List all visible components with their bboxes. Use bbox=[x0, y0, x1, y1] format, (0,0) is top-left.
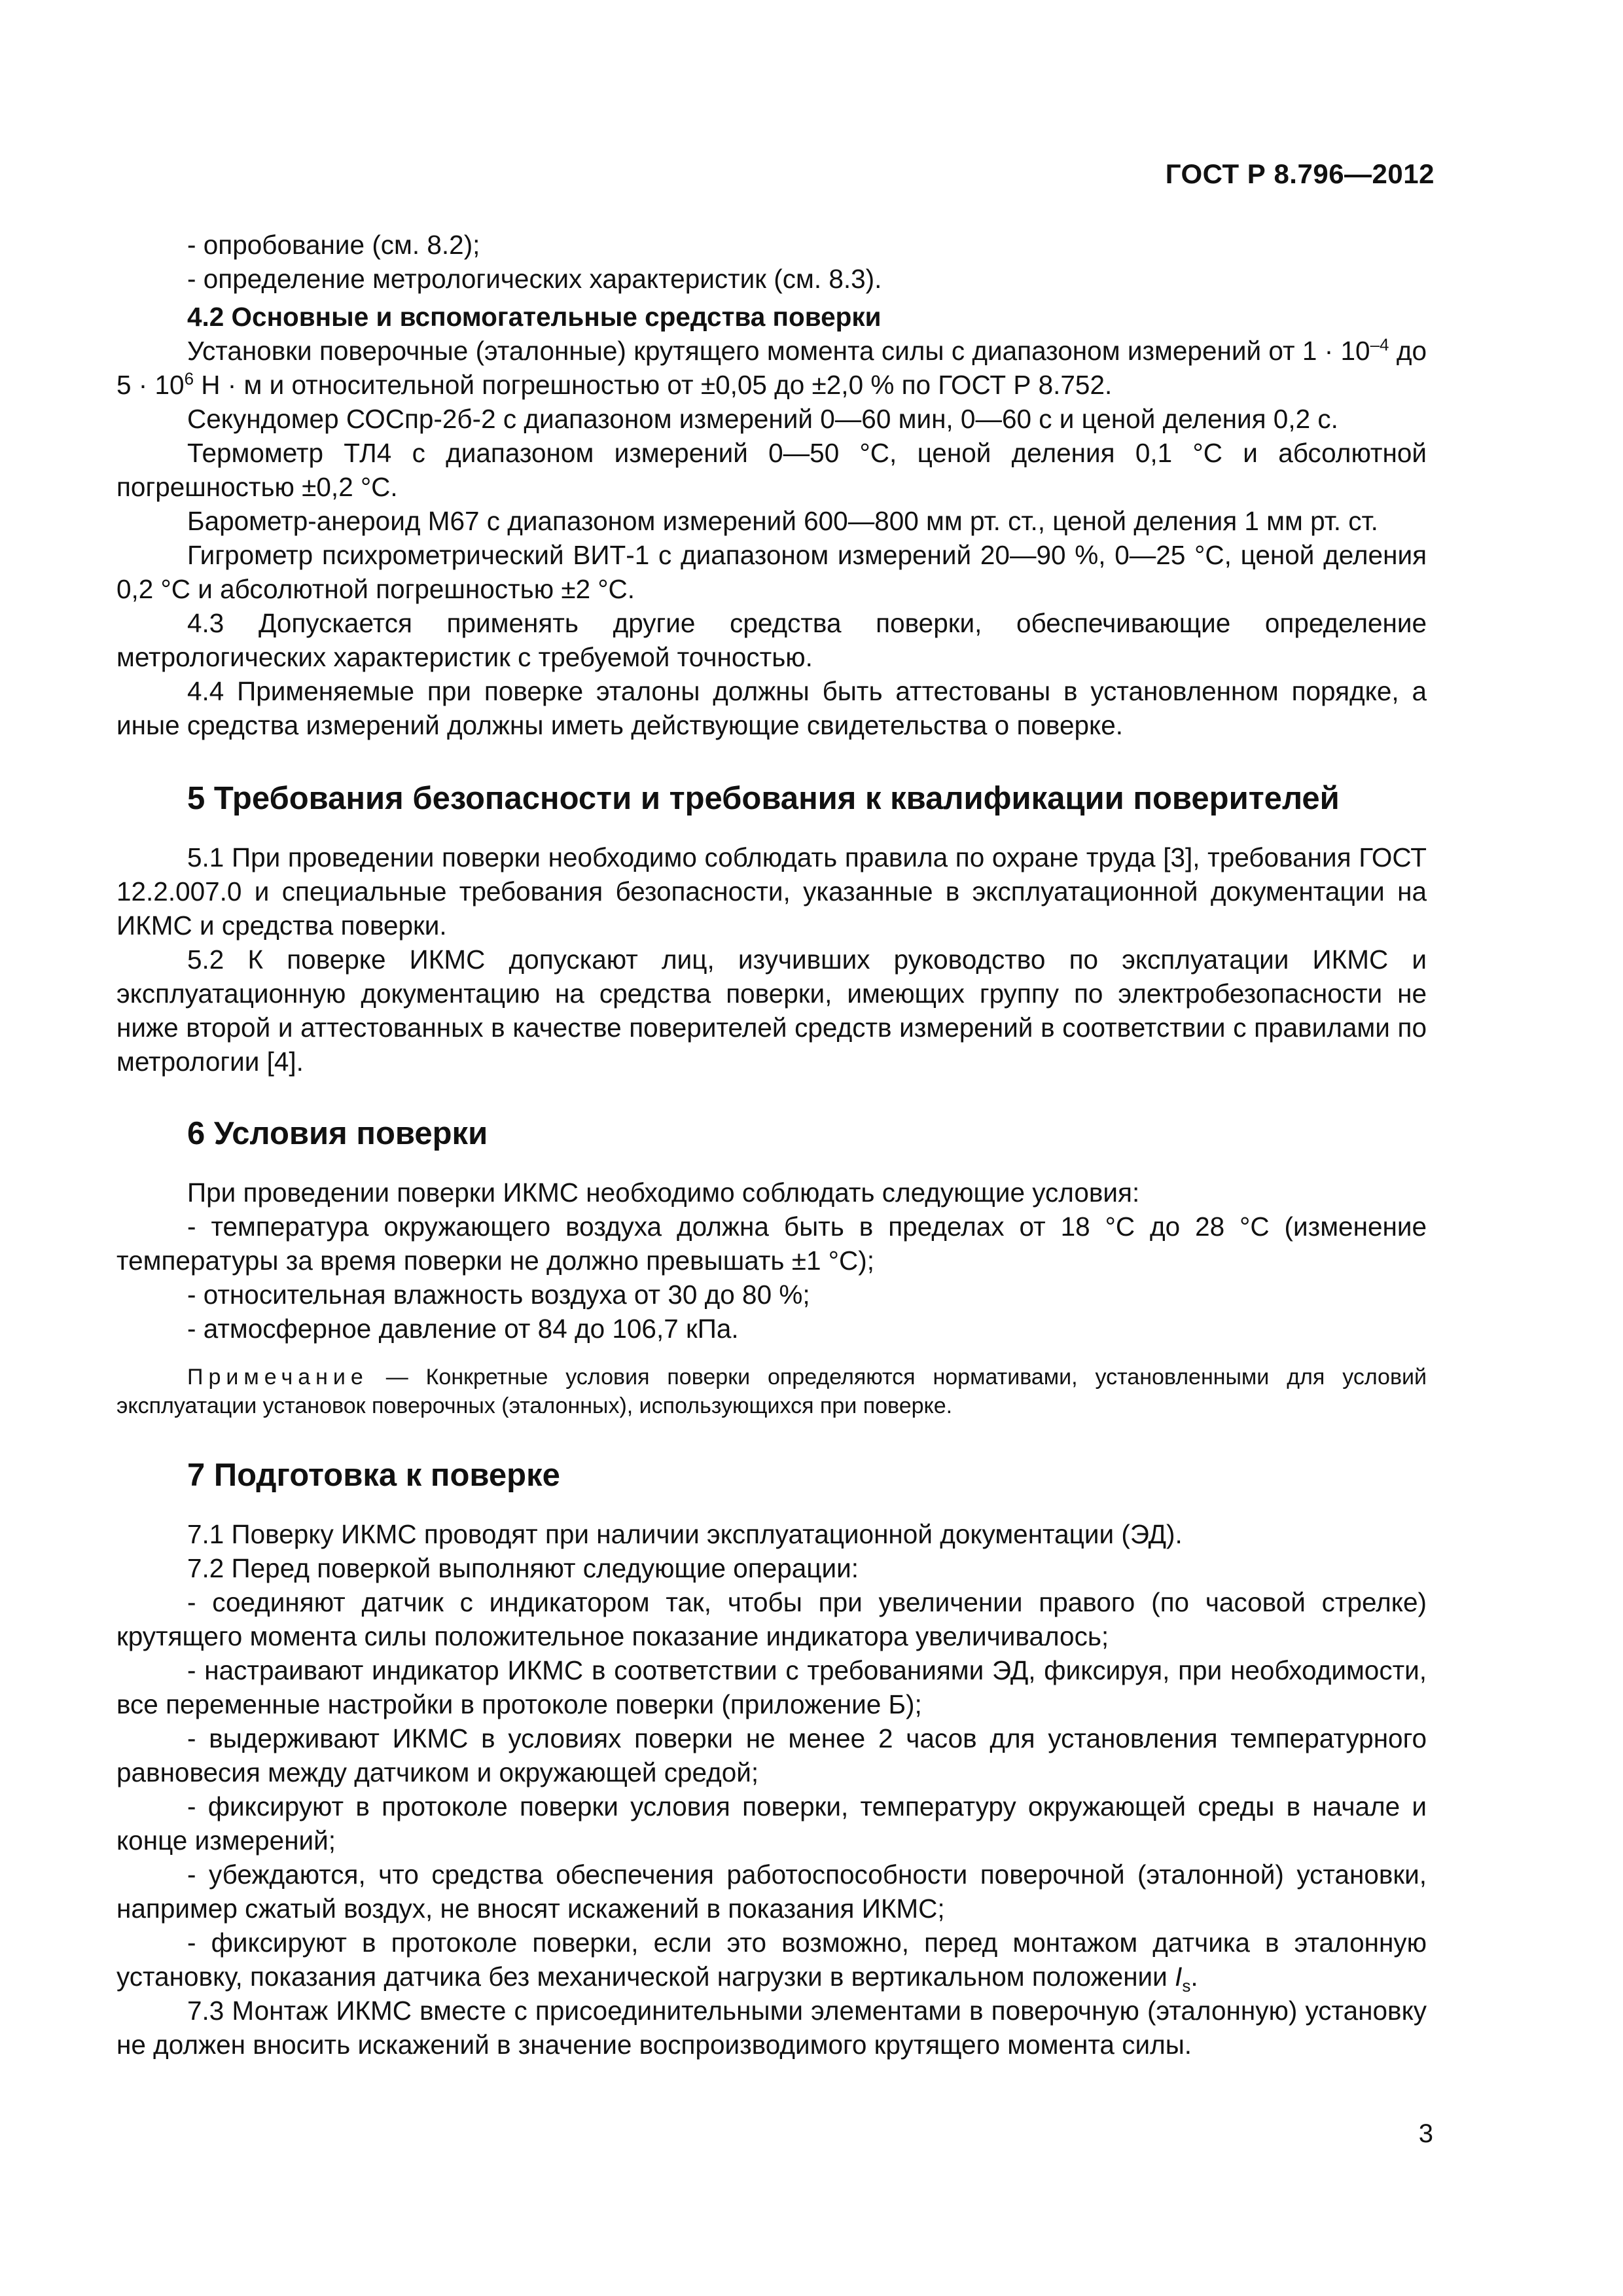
section-title-7: 7 Подготовка к поверке bbox=[187, 1458, 560, 1493]
paragraph-7-3: 7.3 Монтаж ИКМС вместе с присоединительными элементами в поверочную (эталонную) установку не должен вносить искажений в значение воспроизводимого крутящего момента силы. bbox=[116, 1996, 1427, 2060]
section-title-6: 6 Условия поверки bbox=[187, 1116, 488, 1151]
paragraph-7-2: 7.2 Перед поверкой выполняют следующие операции: bbox=[187, 1553, 859, 1583]
list-item: - настраивают индикатор ИКМС в соответствии с требованиями ЭД, фиксируя, при необходимости, все переменные настройки в протоколе поверки (приложение Б); bbox=[116, 1655, 1427, 1719]
list-item: - соединяют датчик с индикатором так, чтобы при увеличении правого (по часовой стрелке) крутящего момента силы положительное показание индикатора увеличивалось; bbox=[116, 1587, 1427, 1651]
list-item: - относительная влажность воздуха от 30 до 80 %; bbox=[187, 1280, 810, 1310]
paragraph-5-1: 5.1 При проведении поверки необходимо соблюдать правила по охране труда [3], требования ГОСТ 12.2.007.0 и специальные требования безопасности, указанные в эксплуатационной документации на ИКМС и средства поверки. bbox=[116, 842, 1427, 941]
paragraph-4-3: 4.3 Допускается применять другие средства поверки, обеспечивающие определение метрологических характеристик с требуемой точностью. bbox=[116, 608, 1427, 672]
list-item: - температура окружающего воздуха должна быть в пределах от 18 °С до 28 °С (изменение температуры за время поверки не должно превышать ±1 °С); bbox=[116, 1211, 1427, 1276]
paragraph-4-2-5: Гигрометр психрометрический ВИТ-1 с диапазоном измерений 20—90 %, 0—25 °С, ценой деления 0,2 °С и абсолютной погрешностью ±2 °С. bbox=[116, 540, 1427, 604]
note-text: — Конкретные условия поверки определяются нормативами, установленными для условий эксплуатации установок поверочных (эталонных), использующихся при поверке. bbox=[116, 1365, 1427, 1418]
page-content bbox=[116, 228, 1427, 2062]
paragraph-4-2-1: Установки поверочные (эталонные) крутящего момента силы с диапазоном измерений от $1 \cdot 10^{-4}$ до $5 \cdot 10^6$ Н · м и относительной погрешностью от ±0,05 до ±2,0 % по ГОСТ Р 8.752. bbox=[116, 334, 1427, 400]
section-title-5: 5 Требования безопасности и требования к квалификации поверителей bbox=[187, 781, 1340, 816]
paragraph-4-2-4: Барометр-анероид М67 с диапазоном измерений 600—800 мм рт. ст., ценой деления 1 мм рт. ст. bbox=[187, 506, 1378, 536]
paragraph-4-2-3: Термометр ТЛ4 с диапазоном измерений 0—50 °С, ценой деления 0,1 °С и абсолютной погрешностью ±0,2 °С. bbox=[116, 438, 1427, 502]
list-item: - выдерживают ИКМС в условиях поверки не менее 2 часов для установления температурного равновесия между датчиком и окружающей средой; bbox=[116, 1723, 1427, 1787]
list-item: - опробование (см. 8.2); bbox=[187, 230, 480, 260]
standard-code-header: ГОСТ Р 8.796—2012 bbox=[1165, 158, 1435, 189]
list-item: - фиксируют в протоколе поверки условия поверки, температуру окружающей среды в начале и конце измерений; bbox=[116, 1791, 1427, 1856]
list-item: - убеждаются, что средства обеспечения работоспособности поверочной (эталонной) установки, например сжатый воздух, не вносят искажений в показания ИКМС; bbox=[116, 1859, 1427, 1924]
paragraph-5-2: 5.2 К поверке ИКМС допускают лиц, изучивших руководство по эксплуатации ИКМС и эксплуатационную документацию на средства поверки, имеющих группу по электробезопасности не ниже второй и аттестованных в качестве поверителей средств измерений в соответствии с правилами по метрологии [4]. bbox=[116, 944, 1427, 1077]
subsection-title-4-2: 4.2 Основные и вспомогательные средства поверки bbox=[187, 302, 882, 332]
paragraph-7-1: 7.1 Поверку ИКМС проводят при наличии эксплуатационной документации (ЭД). bbox=[187, 1519, 1183, 1549]
paragraph-4-2-2: Секундомер СОСпр-2б-2 с диапазоном измерений 0—60 мин, 0—60 с и ценой деления 0,2 с. bbox=[187, 404, 1338, 434]
list-item: - фиксируют в протоколе поверки, если это возможно, перед монтажом датчика в эталонную установку, показания датчика без механической нагрузки в вертикальном положении $I_s$. bbox=[116, 1928, 1427, 1996]
paragraph-6-intro: При проведении поверки ИКМС необходимо соблюдать следующие условия: bbox=[187, 1177, 1140, 1208]
note bbox=[116, 1363, 1427, 1420]
page-number: 3 bbox=[1418, 2119, 1433, 2148]
paragraph-4-4: 4.4 Применяемые при поверке эталоны должны быть аттестованы в установленном порядке, а иные средства измерений должны иметь действующие свидетельства о поверке. bbox=[116, 676, 1427, 740]
list-item: - атмосферное давление от 84 до 106,7 кПа. bbox=[187, 1314, 739, 1344]
list-item: - определение метрологических характеристик (см. 8.3). bbox=[187, 264, 882, 294]
note-label: Примечание bbox=[187, 1365, 368, 1390]
